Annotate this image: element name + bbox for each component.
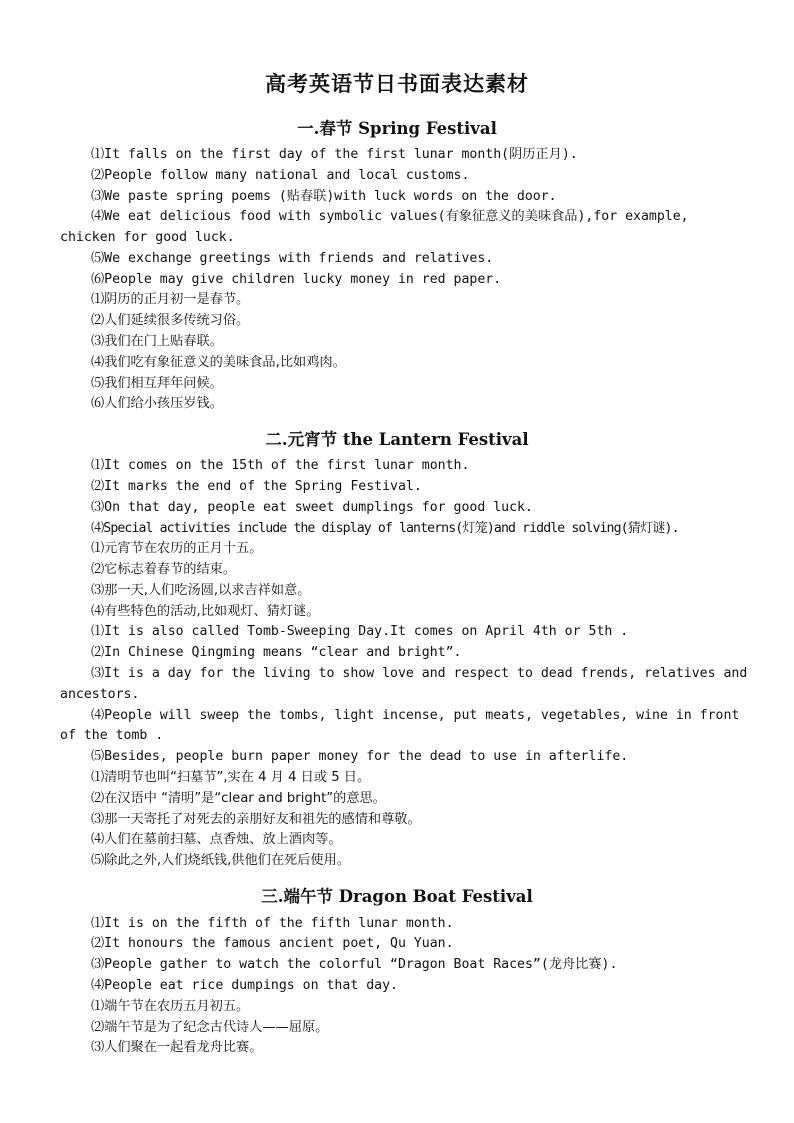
text-line: ⑴元宵节在农历的正月十五。 [91,541,263,556]
text-line: ⑷我们吃有象征意义的美味食品,比如鸡肉。 [91,355,346,370]
text-line: ⑴端午节在农历五月初五。 [91,999,250,1014]
text-line: ⑵它标志着春节的结束。 [91,562,237,577]
text-line: of the tomb . [60,728,164,743]
text-line: ⑷Special activities include the display of lanterns(灯笼)and riddle solving(猜灯谜). [91,521,679,536]
text-line: ⑷有些特色的活动,比如观灯、猜灯谜。 [91,604,320,619]
text-line: ⑶那一天寄托了对死去的亲朋好友和祖先的感情和尊敬。 [91,812,421,827]
text-line: ⑸Besides, people burn paper money for the dead to use in afterlife. [91,749,629,764]
text-line: ⑹人们给小孩压岁钱。 [91,396,223,411]
text-line: ⑶我们在门上贴春联。 [91,334,223,349]
text-line: ⑷People will sweep the tombs, light incense, put meats, vegetables, wine in front [91,708,740,723]
text-line: ⑵在汉语中 “清明”是“clear and bright”的意思。 [91,791,386,806]
text-line: ⑶那一天,人们吃汤圆,以求吉祥如意。 [91,583,311,598]
text-line: ⑶We paste spring poems (贴春联)with luck words on the door. [91,189,557,204]
text-line: ⑷We eat delicious food with symbolic values(有象征意义的美味食品),for example, [91,209,689,224]
text-line: ⑶People gather to watch the colorful “Dragon Boat Races”(龙舟比赛). [91,957,618,972]
text-line: ⑵In Chinese Qingming means “clear and bright”. [91,645,462,660]
text-line: ⑶人们聚在一起看龙舟比赛。 [91,1040,263,1055]
text-line: ancestors. [60,687,140,702]
text-line: ⑵人们延续很多传统习俗。 [91,313,250,328]
text-line: ⑴It is also called Tomb-Sweeping Day.It comes on April 4th or 5th . [91,624,629,639]
text-line: ⑴It falls on the first day of the first lunar month(阴历正月). [91,147,578,162]
text-line: chicken for good luck. [60,230,235,245]
text-line: ⑵People follow many national and local customs. [91,168,470,183]
text-line: ⑶On that day, people eat sweet dumplings for good luck. [91,500,533,515]
text-line: ⑴清明节也叫“扫墓节”,实在 4 月 4 日或 5 日。 [91,770,371,785]
section-heading-lantern-festival: 二.元宵节 the Lantern Festival [265,430,529,449]
text-line: ⑸We exchange greetings with friends and relatives. [91,251,494,266]
text-line: ⑴It is on the fifth of the fifth lunar month. [91,916,454,931]
text-line: ⑹People may give children lucky money in red paper. [91,272,502,287]
document-title: 高考英语节日书面表达素材 [265,72,529,96]
text-line: ⑷People eat rice dumpings on that day. [91,978,398,993]
text-line: ⑵It marks the end of the Spring Festival. [91,479,422,494]
text-line: ⑶It is a day for the living to show love and respect to dead frends, relatives and [91,666,748,681]
text-line: ⑸除此之外,人们烧纸钱,供他们在死后使用。 [91,853,350,868]
text-line: ⑵It honours the famous ancient poet, Qu Yuan. [91,936,454,951]
text-line: ⑴It comes on the 15th of the first lunar month. [91,458,470,473]
text-line: ⑷人们在墓前扫墓、点香烛、放上酒肉等。 [91,832,342,847]
text-line: ⑵端午节是为了纪念古代诗人——屈原。 [91,1020,329,1035]
section-heading-dragon-boat-festival: 三.端午节 Dragon Boat Festival [261,887,533,906]
text-line: ⑸我们相互拜年问候。 [91,376,223,391]
text-line: ⑴阴历的正月初一是春节。 [91,292,250,307]
section-heading-spring-festival: 一.春节 Spring Festival [297,119,497,138]
